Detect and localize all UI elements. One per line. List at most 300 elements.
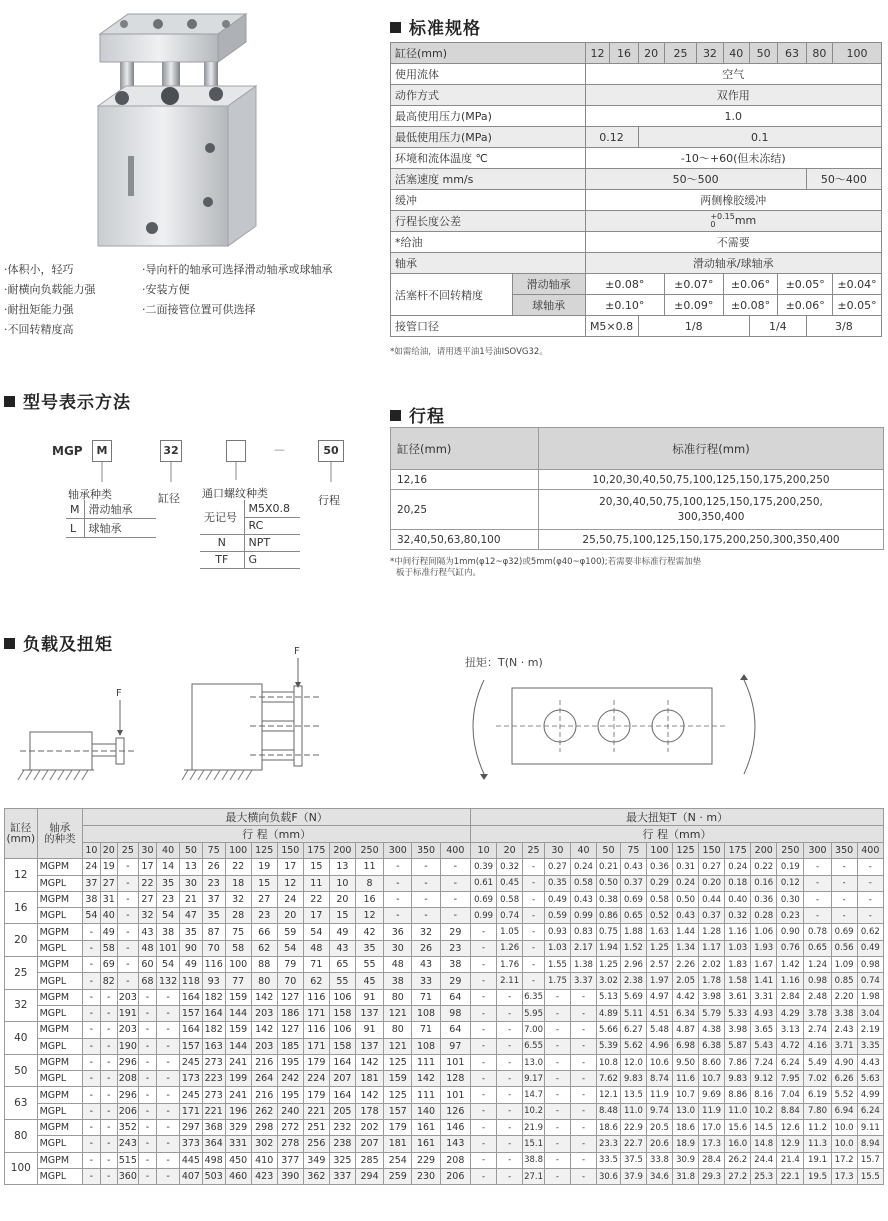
- torque-cell: 5.69: [620, 989, 646, 1005]
- torque-cell: -: [544, 1103, 570, 1119]
- stroke-row: 12,16 10,20,30,40,50,75,100,125,150,175,200,250: [391, 470, 884, 490]
- force-cell: 11: [355, 859, 383, 875]
- torque-cell: -: [497, 1152, 523, 1168]
- force-cell: 10: [329, 875, 355, 891]
- spec-row-maxp: 最高使用压力(MPa) 1.0: [391, 106, 882, 127]
- force-cell: 132: [157, 973, 180, 989]
- force-cell: 116: [303, 1022, 329, 1038]
- bearing-kind-cell: MGPL: [37, 1071, 83, 1087]
- force-cell: 230: [412, 1168, 440, 1184]
- force-cell: 70: [202, 940, 225, 956]
- force-cell: -: [157, 1120, 180, 1136]
- torque-cell: 17.0: [699, 1120, 725, 1136]
- torque-cell: 6.38: [699, 1038, 725, 1054]
- torque-cell: 3.78: [804, 1005, 831, 1021]
- torque-cell: 1.03: [725, 940, 751, 956]
- force-cell: 298: [251, 1120, 277, 1136]
- torque-cell: -: [804, 908, 831, 924]
- spec-row-speed: 活塞速度 mm/s 50～500 50～400: [391, 169, 882, 190]
- torque-cell: 1.05: [497, 924, 523, 940]
- torque-cell: 1.28: [699, 924, 725, 940]
- bearing-kind-cell: MGPM: [37, 1120, 83, 1136]
- torque-cell: 5.48: [646, 1022, 672, 1038]
- torque-cell: 0.93: [544, 924, 570, 940]
- force-cell: 181: [384, 1136, 412, 1152]
- torque-cell: 1.94: [597, 940, 621, 956]
- bearing-kind-cell: MGPL: [37, 973, 83, 989]
- torque-cell: 0.24: [570, 859, 596, 875]
- torque-cell: 1.67: [751, 957, 777, 973]
- force-cell: 373: [180, 1136, 203, 1152]
- force-cell: 256: [303, 1136, 329, 1152]
- torque-cell: 13.0: [673, 1103, 699, 1119]
- force-cell: 82: [100, 973, 117, 989]
- torque-cell: -: [471, 924, 497, 940]
- force-cell: 48: [138, 940, 156, 956]
- torque-cell: 1.76: [497, 957, 523, 973]
- torque-cell: 0.20: [699, 875, 725, 891]
- force-cell: 142: [355, 1054, 383, 1070]
- torque-cell: 26.2: [725, 1152, 751, 1168]
- torque-cell: 2.05: [673, 973, 699, 989]
- load-row: [5, 1168, 884, 1184]
- torque-cell: 2.02: [699, 957, 725, 973]
- torque-cell: -: [471, 940, 497, 956]
- spec-row-tolerance: 行程长度公差 +0.15 0 mm: [391, 211, 882, 232]
- force-cell: 423: [251, 1168, 277, 1184]
- feature-item: ·体积小，轻巧: [4, 263, 74, 276]
- load-row: [5, 924, 884, 940]
- force-cell: 79: [277, 957, 303, 973]
- torque-cell: 0.27: [544, 859, 570, 875]
- force-cell: -: [157, 1152, 180, 1168]
- force-cell: -: [412, 891, 440, 907]
- feature-item: ·二面接管位置可供选择: [142, 303, 256, 316]
- force-cell: 20: [277, 908, 303, 924]
- section-title-load: 负载及扭矩: [4, 630, 113, 655]
- torque-cell: 6.24: [777, 1054, 804, 1070]
- torque-cell: 14.5: [751, 1120, 777, 1136]
- torque-cell: 1.63: [646, 924, 672, 940]
- torque-cell: 1.41: [751, 973, 777, 989]
- torque-cell: -: [497, 1054, 523, 1070]
- force-cell: -: [83, 1120, 100, 1136]
- force-cell: 42: [355, 924, 383, 940]
- force-cell: -: [157, 1087, 180, 1103]
- torque-cell: 0.75: [597, 924, 621, 940]
- bearing-kind-table: [66, 500, 156, 538]
- torque-cell: 9.74: [646, 1103, 672, 1119]
- force-cell: -: [138, 1168, 156, 1184]
- torque-cell: 0.21: [597, 859, 621, 875]
- torque-cell: 21.4: [777, 1152, 804, 1168]
- force-cell: -: [117, 924, 138, 940]
- force-cell: 75: [225, 924, 251, 940]
- torque-cell: -: [497, 1120, 523, 1136]
- stroke-header-cell: 350: [412, 843, 440, 859]
- lateral-load-diagram: [0, 640, 380, 790]
- force-cell: -: [440, 875, 470, 891]
- force-cell: 297: [180, 1120, 203, 1136]
- port-row: RC: [200, 517, 300, 534]
- force-cell: -: [412, 859, 440, 875]
- force-cell: 164: [329, 1054, 355, 1070]
- force-cell: 221: [202, 1103, 225, 1119]
- torque-cell: -: [570, 1022, 596, 1038]
- force-cell: 173: [180, 1071, 203, 1087]
- torque-cell: -: [471, 1168, 497, 1184]
- force-cell: 13: [329, 859, 355, 875]
- stroke-header-cell: 40: [157, 843, 180, 859]
- torque-cell: 15.7: [857, 1152, 883, 1168]
- spec-row-action: 动作方式 双作用: [391, 85, 882, 106]
- force-cell: 128: [440, 1071, 470, 1087]
- force-cell: 245: [180, 1054, 203, 1070]
- force-cell: -: [83, 1136, 100, 1152]
- torque-cell: 6.26: [831, 1071, 857, 1087]
- force-cell: -: [100, 1103, 117, 1119]
- stroke-header-cell: 25: [117, 843, 138, 859]
- spec-row-bearing: 轴承 滑动轴承/球轴承: [391, 253, 882, 274]
- force-cell: 32: [412, 924, 440, 940]
- torque-cell: 37.5: [620, 1152, 646, 1168]
- force-cell: 58: [100, 940, 117, 956]
- bearing-kind-cell: MGPM: [37, 924, 83, 940]
- force-cell: 15: [251, 875, 277, 891]
- force-cell: 450: [225, 1152, 251, 1168]
- force-cell: 171: [303, 1038, 329, 1054]
- force-cell: -: [100, 1136, 117, 1152]
- torque-cell: 11.9: [699, 1103, 725, 1119]
- stroke-header-cell: 20: [100, 843, 117, 859]
- torque-cell: 30.9: [673, 1152, 699, 1168]
- force-cell: 164: [202, 1005, 225, 1021]
- force-cell: -: [157, 1071, 180, 1087]
- force-cell: 164: [180, 989, 203, 1005]
- model-label-port: 通口螺纹种类: [202, 487, 268, 500]
- torque-cell: -: [544, 1168, 570, 1184]
- bearing-kind-cell: MGPL: [37, 1103, 83, 1119]
- torque-cell: 0.62: [857, 924, 883, 940]
- force-cell: 108: [412, 1038, 440, 1054]
- torque-cell: 33.8: [646, 1152, 672, 1168]
- spec-row-temp: 环境和流体温度 ℃ -10～+60(但未冻结): [391, 148, 882, 169]
- torque-cell: -: [570, 1087, 596, 1103]
- stroke-header-cell: 200: [751, 843, 777, 859]
- force-cell: -: [117, 908, 138, 924]
- torque-cell: 0.86: [597, 908, 621, 924]
- torque-cell: 0.27: [699, 859, 725, 875]
- force-cell: 54: [157, 908, 180, 924]
- torque-cell: 3.98: [725, 1022, 751, 1038]
- force-cell: 116: [202, 957, 225, 973]
- force-cell: 190: [117, 1038, 138, 1054]
- torque-cell: 4.93: [751, 1005, 777, 1021]
- torque-cell: 11.9: [646, 1087, 672, 1103]
- force-cell: 159: [384, 1071, 412, 1087]
- stroke-row: 20,25 20,30,40,50,75,100,125,150,175,200,250, 300,350,400: [391, 490, 884, 530]
- stroke-header-cell: 125: [673, 843, 699, 859]
- torque-cell: 2.20: [831, 989, 857, 1005]
- torque-cell: 9.83: [620, 1071, 646, 1087]
- torque-cell: 7.80: [804, 1103, 831, 1119]
- torque-cell: 1.24: [804, 957, 831, 973]
- bearing-kind-cell: MGPL: [37, 875, 83, 891]
- force-cell: 199: [225, 1071, 251, 1087]
- torque-cell: 12.0: [620, 1054, 646, 1070]
- torque-cell: 11.2: [804, 1120, 831, 1136]
- feature-item: ·安装方便: [142, 283, 190, 296]
- force-cell: 241: [225, 1087, 251, 1103]
- torque-cell: 0.76: [777, 940, 804, 956]
- torque-cell: 0.56: [831, 940, 857, 956]
- stroke-header-cell: 150: [699, 843, 725, 859]
- force-cell: 272: [277, 1120, 303, 1136]
- force-cell: -: [384, 875, 412, 891]
- force-cell: 14: [157, 859, 180, 875]
- torque-cell: 0.69: [831, 924, 857, 940]
- force-cell: 108: [412, 1005, 440, 1021]
- force-cell: 202: [355, 1120, 383, 1136]
- torque-cell: -: [544, 1152, 570, 1168]
- force-cell: 38: [384, 973, 412, 989]
- torque-cell: 1.97: [646, 973, 672, 989]
- torque-cell: 5.11: [620, 1005, 646, 1021]
- stroke-header-cell: 75: [620, 843, 646, 859]
- force-cell: 161: [412, 1120, 440, 1136]
- torque-cell: 0.43: [673, 908, 699, 924]
- force-cell: -: [83, 940, 100, 956]
- force-cell: 121: [384, 1005, 412, 1021]
- force-cell: 157: [384, 1103, 412, 1119]
- torque-cell: 7.00: [523, 1022, 545, 1038]
- model-label-stroke: 行程: [318, 494, 340, 507]
- force-cell: 29: [440, 924, 470, 940]
- torque-cell: -: [831, 891, 857, 907]
- force-cell: 127: [277, 989, 303, 1005]
- bearing-kind-cell: MGPL: [37, 1005, 83, 1021]
- torque-cell: 14.7: [523, 1087, 545, 1103]
- feature-item: ·不回转精度高: [4, 323, 74, 336]
- force-cell: -: [100, 1168, 117, 1184]
- load-header-strokes: [5, 843, 884, 859]
- feature-list-right: [142, 260, 382, 320]
- load-row: [5, 1054, 884, 1070]
- force-cell: -: [138, 1005, 156, 1021]
- torque-cell: -: [523, 940, 545, 956]
- model-box-stroke: 50: [318, 440, 344, 462]
- stroke-header-cell: 300: [384, 843, 412, 859]
- force-cell: 19: [100, 859, 117, 875]
- torque-cell: 10.8: [597, 1054, 621, 1070]
- force-cell: 158: [329, 1038, 355, 1054]
- force-cell: 59: [277, 924, 303, 940]
- force-cell: 161: [412, 1136, 440, 1152]
- torque-cell: -: [570, 1136, 596, 1152]
- load-row: [5, 973, 884, 989]
- torque-cell: -: [471, 1120, 497, 1136]
- torque-cell: 3.98: [699, 989, 725, 1005]
- stroke-header-cell: 400: [440, 843, 470, 859]
- load-row: [5, 1038, 884, 1054]
- torque-cell: 10.0: [831, 1120, 857, 1136]
- force-cell: -: [384, 891, 412, 907]
- force-cell: 30: [180, 875, 203, 891]
- force-cell: 157: [180, 1005, 203, 1021]
- torque-cell: 1.78: [699, 973, 725, 989]
- torque-cell: 8.84: [777, 1103, 804, 1119]
- torque-cell: 0.30: [777, 891, 804, 907]
- torque-cell: -: [804, 875, 831, 891]
- torque-cell: -: [523, 875, 545, 891]
- force-cell: 251: [303, 1120, 329, 1136]
- torque-cell: 17.3: [831, 1168, 857, 1184]
- torque-cell: -: [544, 1038, 570, 1054]
- force-cell: 243: [117, 1136, 138, 1152]
- force-cell: 68: [138, 973, 156, 989]
- torque-cell: 0.98: [804, 973, 831, 989]
- force-cell: 163: [202, 1038, 225, 1054]
- torque-cell: 3.71: [831, 1038, 857, 1054]
- torque-cell: 5.66: [597, 1022, 621, 1038]
- torque-cell: -: [497, 1168, 523, 1184]
- torque-cell: 0.99: [570, 908, 596, 924]
- torque-cell: 27.2: [725, 1168, 751, 1184]
- torque-cell: 10.2: [523, 1103, 545, 1119]
- torque-cell: -: [570, 989, 596, 1005]
- force-cell: 262: [251, 1103, 277, 1119]
- force-cell: 302: [251, 1136, 277, 1152]
- model-code-diagram: [0, 430, 380, 580]
- force-cell: -: [117, 957, 138, 973]
- force-cell: 71: [412, 1022, 440, 1038]
- force-cell: 29: [440, 973, 470, 989]
- torque-cell: 6.35: [523, 989, 545, 1005]
- model-label-bore: 缸径: [158, 492, 180, 505]
- load-row: [5, 989, 884, 1005]
- force-cell: 54: [157, 957, 180, 973]
- stroke-header-cell: 20: [497, 843, 523, 859]
- force-cell: -: [157, 1005, 180, 1021]
- force-cell: -: [100, 1120, 117, 1136]
- force-cell: 18: [225, 875, 251, 891]
- torque-cell: -: [497, 989, 523, 1005]
- force-cell: 28: [225, 908, 251, 924]
- torque-cell: 4.43: [857, 1054, 883, 1070]
- torque-cell: 0.65: [804, 940, 831, 956]
- force-cell: 294: [355, 1168, 383, 1184]
- force-cell: 232: [329, 1120, 355, 1136]
- force-cell: 22: [138, 875, 156, 891]
- torque-cell: -: [570, 1005, 596, 1021]
- load-row: [5, 1120, 884, 1136]
- torque-cell: 17.3: [699, 1136, 725, 1152]
- stroke-header-cell: 250: [777, 843, 804, 859]
- force-label: F: [116, 688, 122, 699]
- force-cell: 27: [138, 891, 156, 907]
- bore-cell: 80: [5, 1120, 38, 1153]
- torque-cell: 0.58: [646, 891, 672, 907]
- spec-row-lube: *给油 不需要: [391, 232, 882, 253]
- force-cell: 445: [180, 1152, 203, 1168]
- torque-cell: 9.12: [751, 1071, 777, 1087]
- torque-cell: -: [471, 1071, 497, 1087]
- load-row: [5, 1071, 884, 1087]
- force-cell: 54: [277, 940, 303, 956]
- force-cell: 21: [180, 891, 203, 907]
- force-cell: -: [83, 924, 100, 940]
- torque-cell: 28.4: [699, 1152, 725, 1168]
- force-cell: 460: [225, 1168, 251, 1184]
- load-row: [5, 1103, 884, 1119]
- model-box-bearing: M: [92, 440, 112, 462]
- torque-cell: 7.86: [725, 1054, 751, 1070]
- torque-cell: 0.49: [544, 891, 570, 907]
- torque-cell: 22.7: [620, 1136, 646, 1152]
- force-cell: 127: [277, 1022, 303, 1038]
- bearing-kind-cell: MGPM: [37, 1087, 83, 1103]
- torque-cell: -: [497, 1103, 523, 1119]
- spec-note: *如需给油，请用透平油1号油ISOVG32。: [390, 347, 548, 357]
- torque-cell: 6.27: [620, 1022, 646, 1038]
- torque-cell: 11.0: [725, 1103, 751, 1119]
- force-cell: 208: [440, 1152, 470, 1168]
- torque-cell: -: [497, 1022, 523, 1038]
- force-cell: 273: [202, 1087, 225, 1103]
- load-row: [5, 875, 884, 891]
- stroke-header-cell: 10: [471, 843, 497, 859]
- bore-cell: 25: [5, 957, 38, 990]
- torque-cell: 2.96: [620, 957, 646, 973]
- force-cell: -: [157, 1136, 180, 1152]
- feature-list-left: [4, 260, 144, 340]
- force-cell: 64: [440, 989, 470, 1005]
- force-cell: -: [83, 1168, 100, 1184]
- force-cell: 17: [277, 859, 303, 875]
- force-cell: 278: [277, 1136, 303, 1152]
- torque-cell: 0.69: [620, 891, 646, 907]
- force-cell: 91: [355, 989, 383, 1005]
- torque-cell: 0.58: [497, 891, 523, 907]
- force-cell: 23: [157, 891, 180, 907]
- torque-cell: 0.37: [699, 908, 725, 924]
- force-cell: 31: [100, 891, 117, 907]
- torque-cell: 0.29: [646, 875, 672, 891]
- stroke-header-cell: 75: [202, 843, 225, 859]
- port-row: TF G: [200, 551, 300, 568]
- force-cell: -: [117, 973, 138, 989]
- torque-cell: -: [831, 875, 857, 891]
- torque-cell: 1.55: [544, 957, 570, 973]
- torque-cell: 0.22: [751, 859, 777, 875]
- force-cell: 60: [138, 957, 156, 973]
- torque-cell: 0.74: [497, 908, 523, 924]
- force-cell: 137: [355, 1005, 383, 1021]
- force-cell: 26: [412, 940, 440, 956]
- torque-cell: 2.11: [497, 973, 523, 989]
- torque-cell: 19.5: [804, 1168, 831, 1184]
- bore-cell: 20: [5, 924, 38, 957]
- torque-cell: 0.43: [620, 859, 646, 875]
- force-cell: 43: [138, 924, 156, 940]
- force-cell: 55: [355, 957, 383, 973]
- force-cell: -: [412, 875, 440, 891]
- spec-row-cushion: 缓冲 两侧橡胶缓冲: [391, 190, 882, 211]
- torque-cell: 17.2: [831, 1152, 857, 1168]
- force-cell: 179: [384, 1120, 412, 1136]
- force-cell: 171: [303, 1005, 329, 1021]
- force-cell: 38: [83, 891, 100, 907]
